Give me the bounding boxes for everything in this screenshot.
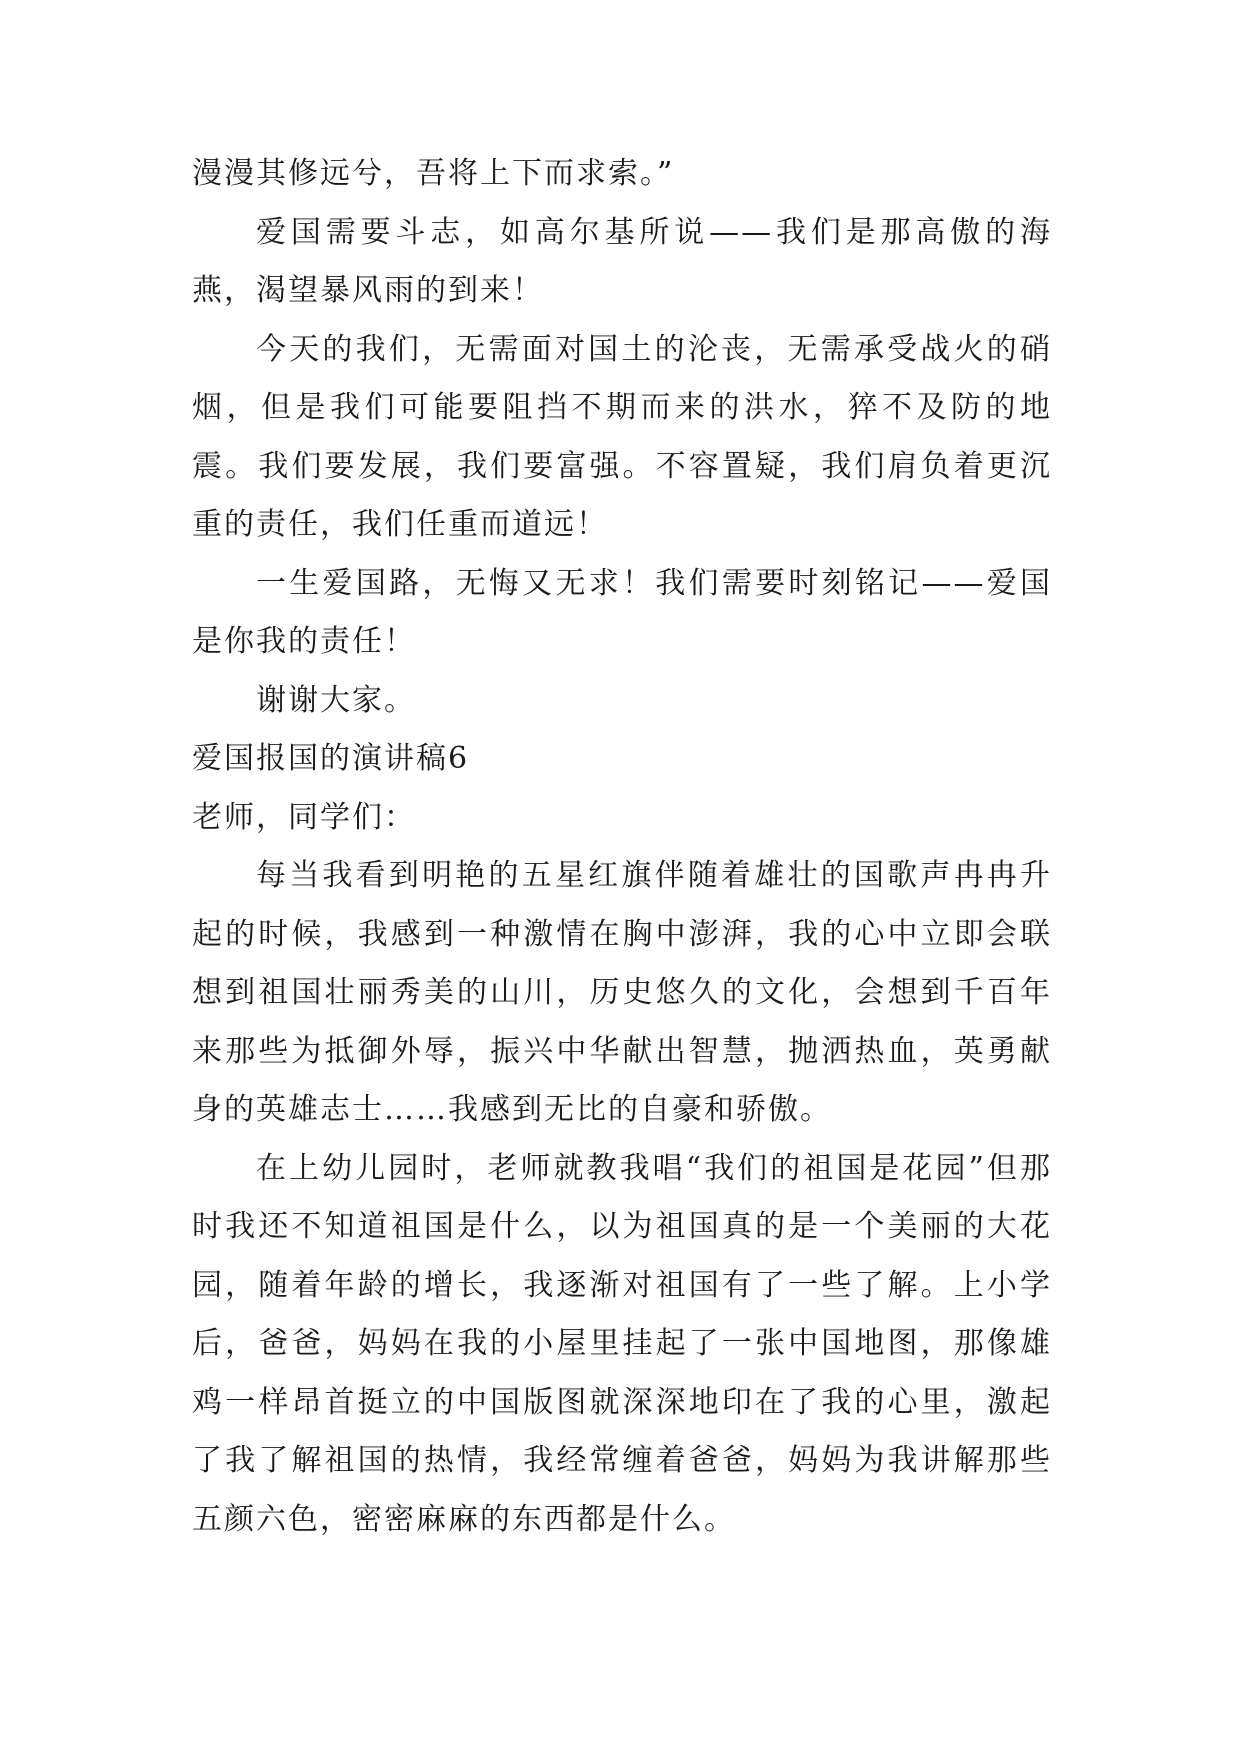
paragraph-3: 今天的我们，无需面对国土的沦丧，无需承受战火的硝烟，但是我们可能要阻挡不期而来的洪水，猝不及防的地震。我们要发展，我们要富强。不容置疑，我们肩负着更沉重的责任，我们任重而道远！ [192,331,1052,542]
paragraph-9: 在上幼儿园时，老师就教我唱“我们的祖国是花园”但那时我还不知道祖国是什么，以为祖国真的是一个美丽的大花园，随着年龄的增长，我逐渐对祖国有了一些了解。上小学后，爸爸，妈妈在我的小屋里挂起了一张中国地图，那像雄鸡一样昂首挺立的中国版图就深深地印在了我的心里，激起了我了解祖国的热情，我经常缠着爸爸，妈妈为我讲解那些五颜六色，密密麻麻的东西都是什么。 [192,1150,1052,1537]
paragraph-8: 每当我看到明艳的五星红旗伴随着雄壮的国歌声冉冉升起的时候，我感到一种激情在胸中澎湃，我的心中立即会联想到祖国壮丽秀美的山川，历史悠久的文化，会想到千百年来那些为抵御外辱，振兴中华献出智慧，抛洒热血，英勇献身的英雄志士……我感到无比的自豪和骄傲。 [192,858,1052,1127]
paragraph-5: 谢谢大家。 [256,682,416,718]
salutation: 老师，同学们： [192,799,416,835]
section-title: 爱国报国的演讲稿6 [192,741,470,776]
paragraph-2: 爱国需要斗志，如高尔基所说——我们是那高傲的海燕，渴望暴风雨的到来！ [192,214,1052,308]
document-body [192,145,1052,1549]
paragraph-1: 漫漫其修远兮，吾将上下而求索。” [192,156,675,191]
paragraph-4: 一生爱国路，无悔又无求！我们需要时刻铭记——爱国是你我的责任！ [192,565,1052,659]
